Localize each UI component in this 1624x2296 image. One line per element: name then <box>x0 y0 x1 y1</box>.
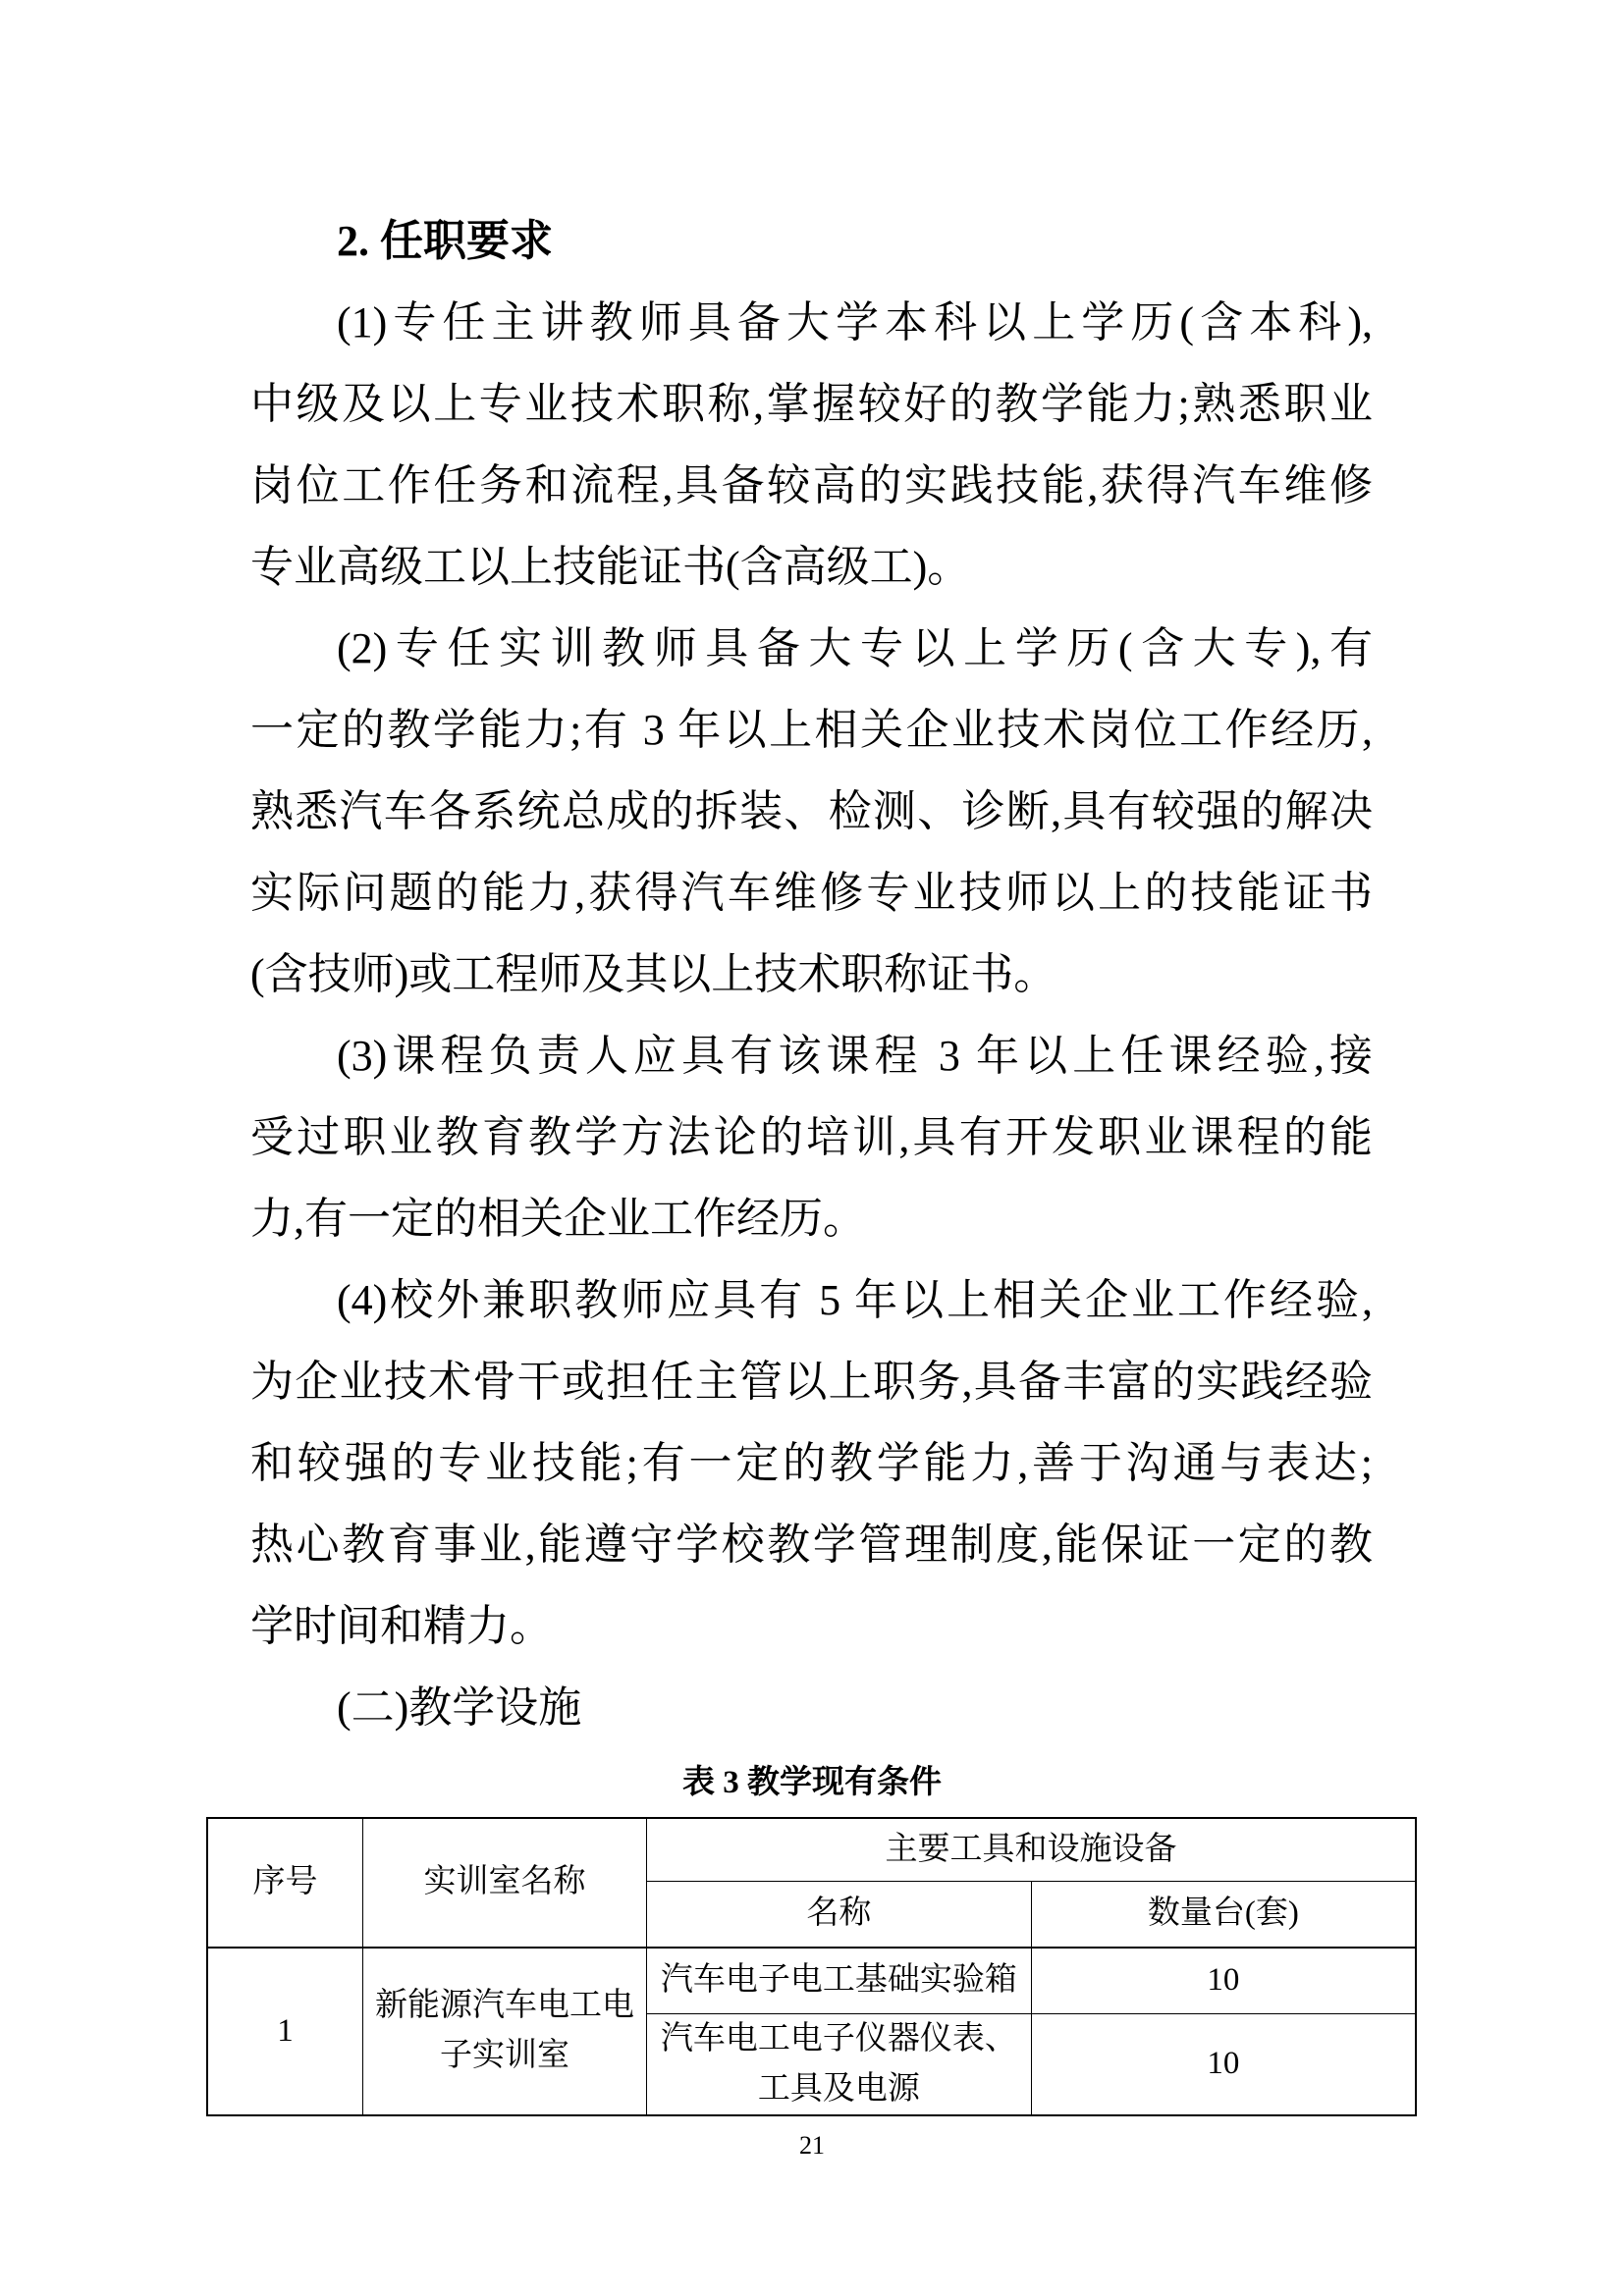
table-row <box>207 1948 1416 2013</box>
cell-item-name: 汽车电子电工基础实验箱 <box>647 1948 1032 2013</box>
text-line: (4)校外兼职教师应具有 5 年以上相关企业工作经验, <box>337 1276 1373 1324</box>
table-caption: 表 3 教学现有条件 <box>682 1765 942 1800</box>
header-qty: 数量台(套) <box>1031 1881 1416 1948</box>
text-line: 一定的教学能力;有 3 年以上相关企业技术岗位工作经历, <box>250 706 1373 754</box>
text-line: 热心教育事业,能遵守学校教学管理制度,能保证一定的教 <box>250 1521 1373 1569</box>
cell-item-name: 汽车电工电子仪器仪表、工具及电源 <box>647 2013 1032 2115</box>
text-line: 力,有一定的相关企业工作经历。 <box>250 1195 866 1243</box>
cell-room: 新能源汽车电工电子实训室 <box>363 1948 647 2115</box>
section-heading: 2. 任职要求 <box>337 217 553 265</box>
header-seq: 序号 <box>207 1818 363 1948</box>
text-line: (2)专任实训教师具备大专以上学历(含大专),有 <box>337 624 1373 672</box>
text-line: 中级及以上专业技术职称,掌握较好的教学能力;熟悉职业 <box>250 380 1373 428</box>
header-name: 名称 <box>647 1881 1032 1948</box>
text-line: 和较强的专业技能;有一定的教学能力,善于沟通与表达; <box>250 1439 1373 1487</box>
text-line: 受过职业教育教学方法论的培训,具有开发职业课程的能 <box>250 1113 1373 1161</box>
header-tools-group: 主要工具和设施设备 <box>647 1818 1417 1881</box>
text-line: (含技师)或工程师及其以上技术职称证书。 <box>250 950 1057 998</box>
text-block <box>250 200 1373 1748</box>
text-line: 岗位工作任务和流程,具备较高的实践技能,获得汽车维修 <box>250 461 1373 509</box>
text-line: (3)课程负责人应具有该课程 3 年以上任课经验,接 <box>337 1032 1373 1080</box>
text-line: 熟悉汽车各系统总成的拆装、检测、诊断,具有较强的解决 <box>250 787 1373 835</box>
text-line: 实际问题的能力,获得汽车维修专业技师以上的技能证书 <box>250 869 1373 917</box>
page-number: 21 <box>799 2131 825 2160</box>
equipment-table <box>206 1817 1417 2116</box>
cell-item-qty: 10 <box>1031 2013 1416 2115</box>
subsection-heading: (二)教学设施 <box>337 1683 582 1732</box>
cell-seq: 1 <box>207 1948 363 2115</box>
text-line: 为企业技术骨干或担任主管以上职务,具备丰富的实践经验 <box>250 1358 1373 1406</box>
table-header-row <box>207 1818 1416 1881</box>
cell-item-qty: 10 <box>1031 1948 1416 2013</box>
text-line: 学时间和精力。 <box>250 1602 553 1650</box>
header-room: 实训室名称 <box>363 1818 647 1948</box>
text-line: (1)专任主讲教师具备大学本科以上学历(含本科), <box>337 298 1373 347</box>
text-line: 专业高级工以上技能证书(含高级工)。 <box>250 543 971 591</box>
